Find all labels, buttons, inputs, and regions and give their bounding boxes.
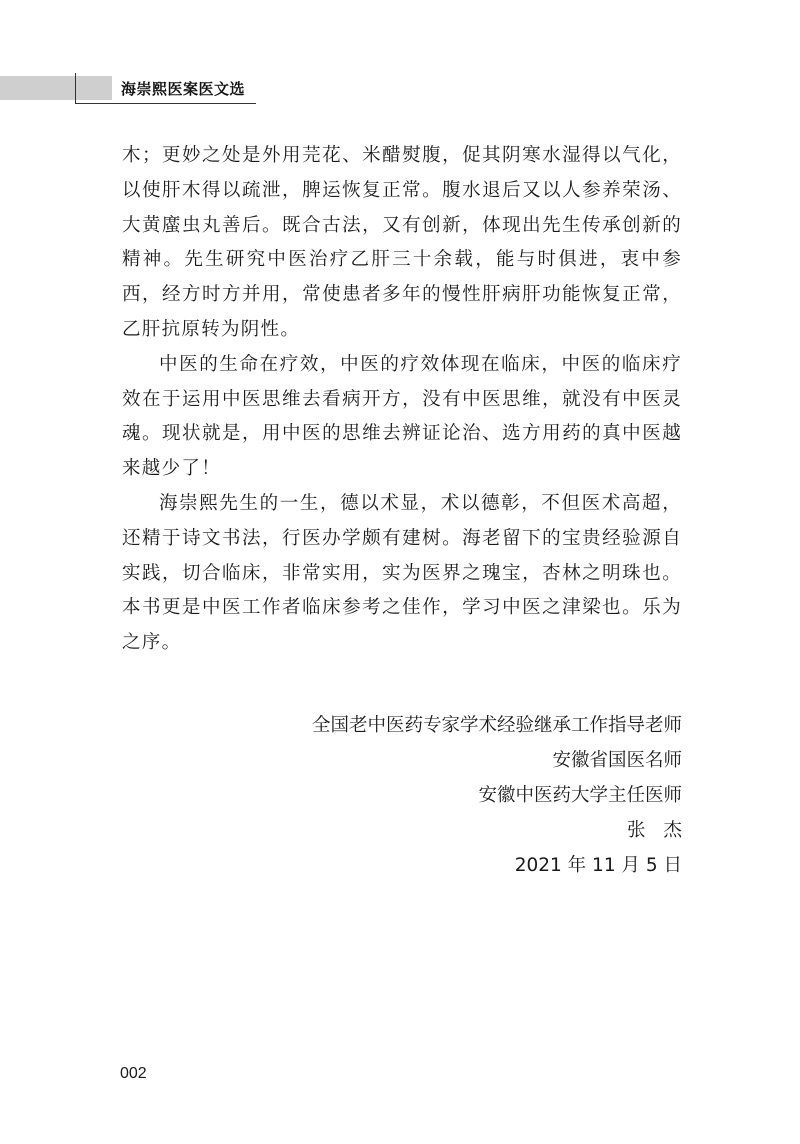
signature-title-line: 安徽省国医名师 [552, 750, 682, 771]
signature-name: 张杰 [626, 820, 700, 841]
paragraph: 海崇熙先生的一生，德以术显，术以德彰，不但医术高超，还精于诗文书法，行医办学颇有建树。海老留下的宝贵经验源自实践，切合临床，非常实用，实为医界之瑰宝，杏林之明珠也。本书更是中医工作者临床参考之佳作，学习中医之津梁也。乐为之序。 [122, 492, 682, 654]
running-header-title: 海崇熙医案医文选 [121, 80, 246, 98]
body-text [122, 139, 682, 661]
paragraph: 中医的生命在疗效，中医的疗效体现在临床，中医的临床疗效在于运用中医思维去看病开方，没有中医思维，就没有中医灵魂。现状就是，用中医的思维去辨证论治、选方用药的真中医越来越少了！ [122, 353, 682, 480]
signature-date: 2021 年 11 月 5 日 [514, 855, 682, 876]
page-number: 002 [120, 1065, 147, 1082]
signature-title-line: 安徽中医药大学主任医师 [478, 785, 682, 806]
signature-block [311, 708, 700, 883]
paragraph-continued: 木；更妙之处是外用芫花、米醋熨腹，促其阴寒水湿得以气化，以使肝木得以疏泄，脾运恢复正常。腹水退后又以人参养荣汤、大黄䗪虫丸善后。既合古法，又有创新，体现出先生传承创新的精神。先生研究中医治疗乙肝三十余载，能与时俱进，衷中参西，经方时方并用，常使患者多年的慢性肝病肝功能恢复正常，乙肝抗原转为阴性。 [122, 145, 682, 340]
signature-title-line: 全国老中医药专家学术经验继承工作指导老师 [311, 715, 682, 736]
